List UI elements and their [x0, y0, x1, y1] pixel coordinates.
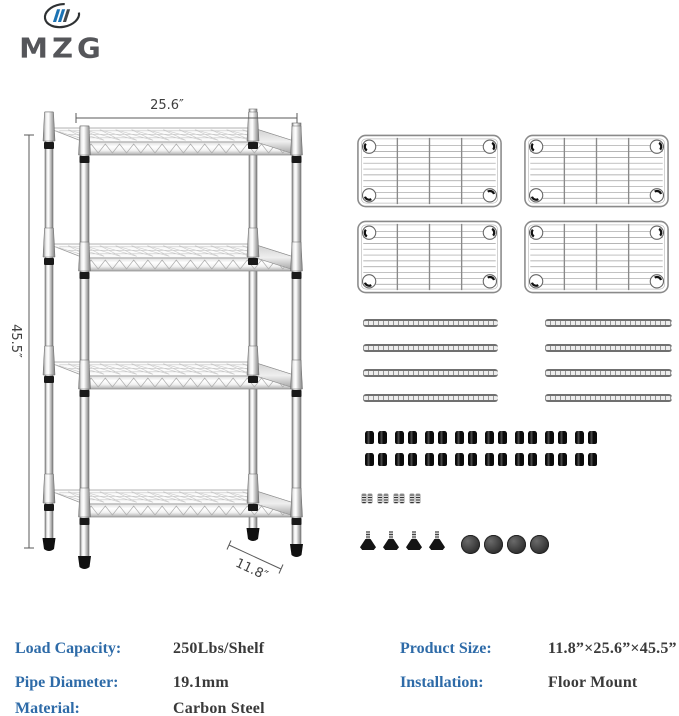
shelf-part [356, 134, 503, 208]
clip-part [378, 431, 387, 444]
clip-part [528, 431, 537, 444]
collar-band [248, 258, 258, 265]
clip-part [468, 431, 477, 444]
clip-part [588, 453, 597, 466]
screw-part [378, 494, 388, 503]
clip-part [545, 453, 554, 466]
spec-row-material [15, 700, 265, 716]
collar [247, 228, 259, 257]
collar [79, 360, 91, 389]
leveling-foot-part [360, 531, 376, 550]
spec-value: 250Lbs/Shelf [173, 640, 265, 657]
clips-row [365, 453, 605, 466]
clip-part [515, 453, 524, 466]
collar-band [248, 142, 258, 149]
spec-label: Load Capacity: [15, 640, 122, 657]
clip-part [498, 453, 507, 466]
parts-clips [365, 431, 605, 475]
post [249, 109, 257, 530]
collar [291, 126, 303, 155]
clip-part [395, 431, 404, 444]
parts-poles-right [545, 319, 672, 419]
cap-part [530, 535, 549, 554]
collar-band [44, 258, 54, 265]
collar-band [80, 390, 90, 397]
clip-part [558, 431, 567, 444]
collar [291, 488, 303, 517]
clip-part [408, 453, 417, 466]
collar-band [292, 518, 302, 525]
leveling-foot-part [383, 531, 399, 550]
spec-value: 11.8”×25.6”×45.5” [548, 640, 677, 657]
pole-part [363, 344, 498, 352]
spec-row-load-capacity [15, 640, 264, 658]
collar-band [80, 272, 90, 279]
clip-part [515, 431, 524, 444]
spec-label: Material: [15, 700, 80, 716]
screw-part [362, 494, 372, 503]
clip-part [485, 453, 494, 466]
foot [247, 528, 260, 541]
dim-height-label: 45.5″ [8, 324, 23, 358]
foot [43, 538, 56, 551]
clip-part [558, 453, 567, 466]
spec-value: Floor Mount [548, 674, 638, 691]
cap-part [461, 535, 480, 554]
collar [79, 126, 91, 155]
clip-part [425, 431, 434, 444]
clip-part [468, 453, 477, 466]
post [292, 123, 301, 546]
clip-part [425, 453, 434, 466]
spec-label: Product Size: [400, 640, 492, 657]
collar-band [80, 518, 90, 525]
clip-part [588, 431, 597, 444]
collar [43, 474, 55, 503]
collar [79, 242, 91, 271]
cap-part [484, 535, 503, 554]
collar-band [248, 504, 258, 511]
parts-shelves [356, 134, 670, 294]
collar [43, 112, 55, 141]
clip-part [498, 431, 507, 444]
brand-name: MZG [19, 31, 105, 65]
spec-value: Carbon Steel [173, 700, 265, 716]
leveling-foot-part [429, 531, 445, 550]
collar-band [292, 272, 302, 279]
clip-part [485, 431, 494, 444]
collar-band [80, 156, 90, 163]
screw-part [410, 494, 420, 503]
collar [291, 360, 303, 389]
pole-part [363, 319, 498, 327]
pole-part [545, 319, 672, 327]
collar-band [44, 504, 54, 511]
shelf-unit-body [43, 109, 304, 569]
clips-row [365, 431, 605, 444]
collar-band [44, 376, 54, 383]
shelf-part [356, 220, 503, 294]
spec-value: 19.1mm [173, 674, 229, 691]
shelf-part [523, 220, 670, 294]
parts-feet [360, 531, 445, 550]
pole-part [545, 394, 672, 402]
collar-band [292, 156, 302, 163]
foot [78, 556, 91, 569]
clip-part [365, 431, 374, 444]
clip-part [455, 431, 464, 444]
clip-part [395, 453, 404, 466]
cap-part [507, 535, 526, 554]
collar-band [248, 376, 258, 383]
clip-part [575, 431, 584, 444]
shelf-part [523, 134, 670, 208]
clip-part [438, 453, 447, 466]
foot [290, 544, 303, 557]
clip-part [455, 453, 464, 466]
collar [247, 112, 259, 141]
spec-row-pipe-diameter [15, 674, 229, 692]
clip-part [365, 453, 374, 466]
leveling-foot-part [406, 531, 422, 550]
collar-band [292, 390, 302, 397]
collar [291, 242, 303, 271]
spec-row-product-size [400, 640, 677, 658]
pole-part [363, 394, 498, 402]
clip-part [528, 453, 537, 466]
parts-caps [461, 535, 549, 554]
screw-part [394, 494, 404, 503]
clip-part [575, 453, 584, 466]
parts-poles-left [363, 319, 498, 419]
parts-screws [362, 494, 420, 503]
pole-part [545, 344, 672, 352]
collar [79, 488, 91, 517]
shelf-unit-diagram [0, 0, 340, 620]
collar [247, 346, 259, 375]
dim-depth-label: 11.8″ [232, 555, 270, 584]
collar [247, 474, 259, 503]
pole-part [545, 369, 672, 377]
spec-label: Installation: [400, 674, 484, 691]
clip-part [438, 431, 447, 444]
pole-part [363, 369, 498, 377]
clip-part [408, 431, 417, 444]
dim-width-label: 25.6″ [150, 98, 184, 113]
collar [43, 346, 55, 375]
collar [43, 228, 55, 257]
collar-band [44, 142, 54, 149]
clip-part [378, 453, 387, 466]
spec-row-installation [400, 674, 637, 692]
spec-label: Pipe Diameter: [15, 674, 119, 691]
clip-part [545, 431, 554, 444]
